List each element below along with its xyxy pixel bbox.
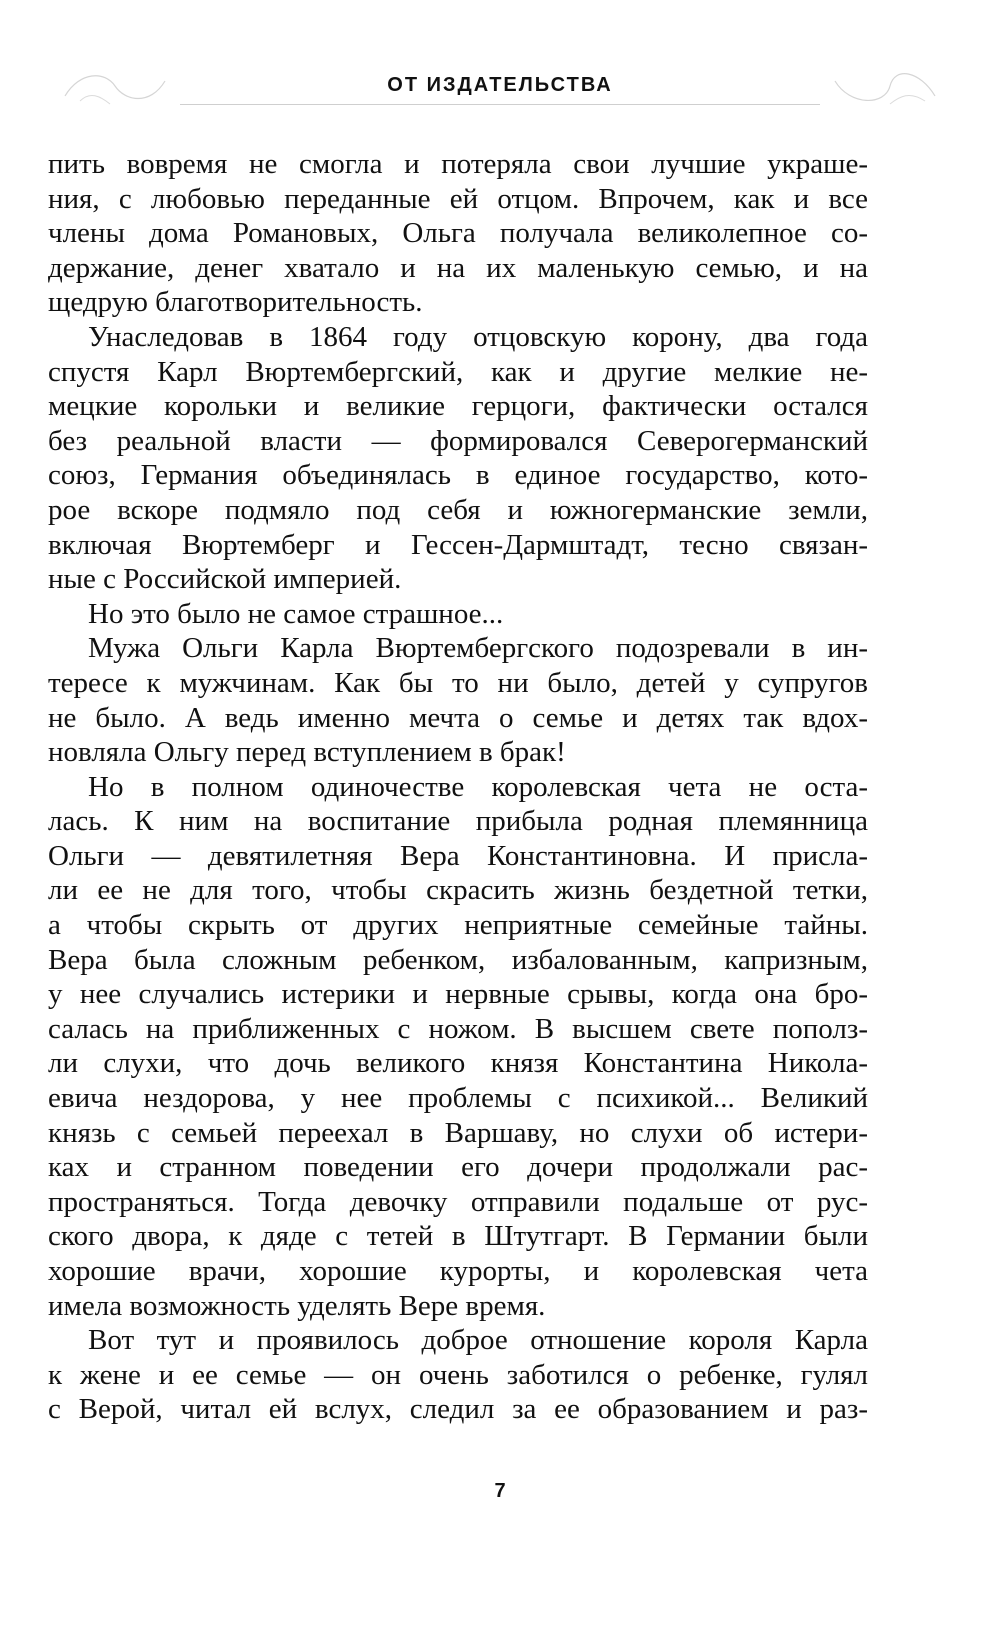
text-line: Вот тут и проявилось доброе отношение короля Карла xyxy=(88,1324,868,1357)
text-line: к жене и ее семье — он очень заботился о ребенке, гулял xyxy=(48,1358,868,1391)
paragraph xyxy=(48,770,868,1324)
text-line: салась на приближенных с ножом. В высшем свете пополз- xyxy=(48,1012,868,1045)
text-line: включая Вюртемберг и Гессен-Дармштадт, тесно связан- xyxy=(48,528,868,561)
right-flourish-ornament xyxy=(830,66,940,112)
paragraph xyxy=(48,1323,868,1427)
text-line: Унаследовав в 1864 году отцовскую корону, два года xyxy=(88,320,868,353)
text-line: не было. А ведь именно мечта о семье и детях так вдох- xyxy=(48,701,868,734)
text-line: лась. К ним на воспитание прибыла родная племянница xyxy=(48,805,868,838)
paragraph xyxy=(48,597,868,632)
text-line: ния, с любовью переданные ей отцом. Впрочем, как и все xyxy=(48,182,868,215)
text-line: члены дома Романовых, Ольга получала великолепное со- xyxy=(48,217,868,250)
paragraph xyxy=(48,147,868,320)
text-line: щедрую благотворительность. xyxy=(48,286,423,319)
text-line: пить вовремя не смогла и потеряла свои лучшие украше- xyxy=(48,148,868,180)
text-line: рое вскоре подмяло под себя и южногерманские земли, xyxy=(48,493,868,526)
header-rule xyxy=(180,104,820,105)
page-number: 7 xyxy=(494,1480,506,1502)
text-line: мецкие корольки и великие герцоги, фактически остался xyxy=(48,390,868,423)
text-line: союз, Германия объединялась в единое государство, кото- xyxy=(48,459,868,492)
text-line: ского двора, к дяде с тетей в Штутгарт. В Германии были xyxy=(48,1220,868,1253)
text-line: Ольги — девятилетняя Вера Константиновна. И присла- xyxy=(48,839,868,872)
running-head-title: ОТ ИЗДАТЕЛЬСТВА xyxy=(387,74,613,96)
text-line: имела возможность уделять Вере время. xyxy=(48,1289,546,1322)
body-text xyxy=(48,147,868,1427)
text-line: Вера была сложным ребенком, избалованным, капризным, xyxy=(48,943,868,976)
text-line: Но в полном одиночестве королевская чета не оста- xyxy=(88,770,868,803)
text-line: ные с Российской империей. xyxy=(48,563,402,596)
text-line: с Верой, читал ей вслух, следил за ее образованием и раз- xyxy=(48,1393,868,1426)
text-line: ли слухи, что дочь великого князя Константина Никола- xyxy=(48,1047,868,1080)
text-line: евича нездорова, у нее проблемы с психикой... Великий xyxy=(48,1082,868,1115)
text-line: без реальной власти — формировался Северогерманский xyxy=(48,424,868,457)
page-header xyxy=(60,66,940,106)
text-line: ли ее не для того, чтобы скрасить жизнь бездетной тетки, xyxy=(48,874,868,907)
text-line: Но это было не самое страшное... xyxy=(88,597,504,630)
text-line: новляла Ольгу перед вступлением в брак! xyxy=(48,736,566,769)
text-line: у нее случались истерики и нервные срывы, когда она бро- xyxy=(48,978,868,1011)
text-line: хорошие врачи, хорошие курорты, и королевская чета xyxy=(48,1255,868,1287)
text-line: а чтобы скрыть от других неприятные семейные тайны. xyxy=(48,909,868,942)
text-line: князь с семьей переехал в Варшаву, но слухи об истери- xyxy=(48,1116,868,1149)
text-line: пространяться. Тогда девочку отправили подальше от рус- xyxy=(48,1185,868,1218)
paragraph xyxy=(48,631,868,769)
text-line: ках и странном поведении его дочери продолжали рас- xyxy=(48,1151,868,1184)
text-line: Мужа Ольги Карла Вюртембергского подозревали в ин- xyxy=(88,632,868,665)
text-line: спустя Карл Вюртембергский, как и другие мелкие не- xyxy=(48,355,868,388)
text-line: держание, денег хватало и на их маленькую семью, и на xyxy=(48,251,868,284)
text-line: тересе к мужчинам. Как бы то ни было, детей у супругов xyxy=(48,666,868,699)
paragraph xyxy=(48,320,868,597)
